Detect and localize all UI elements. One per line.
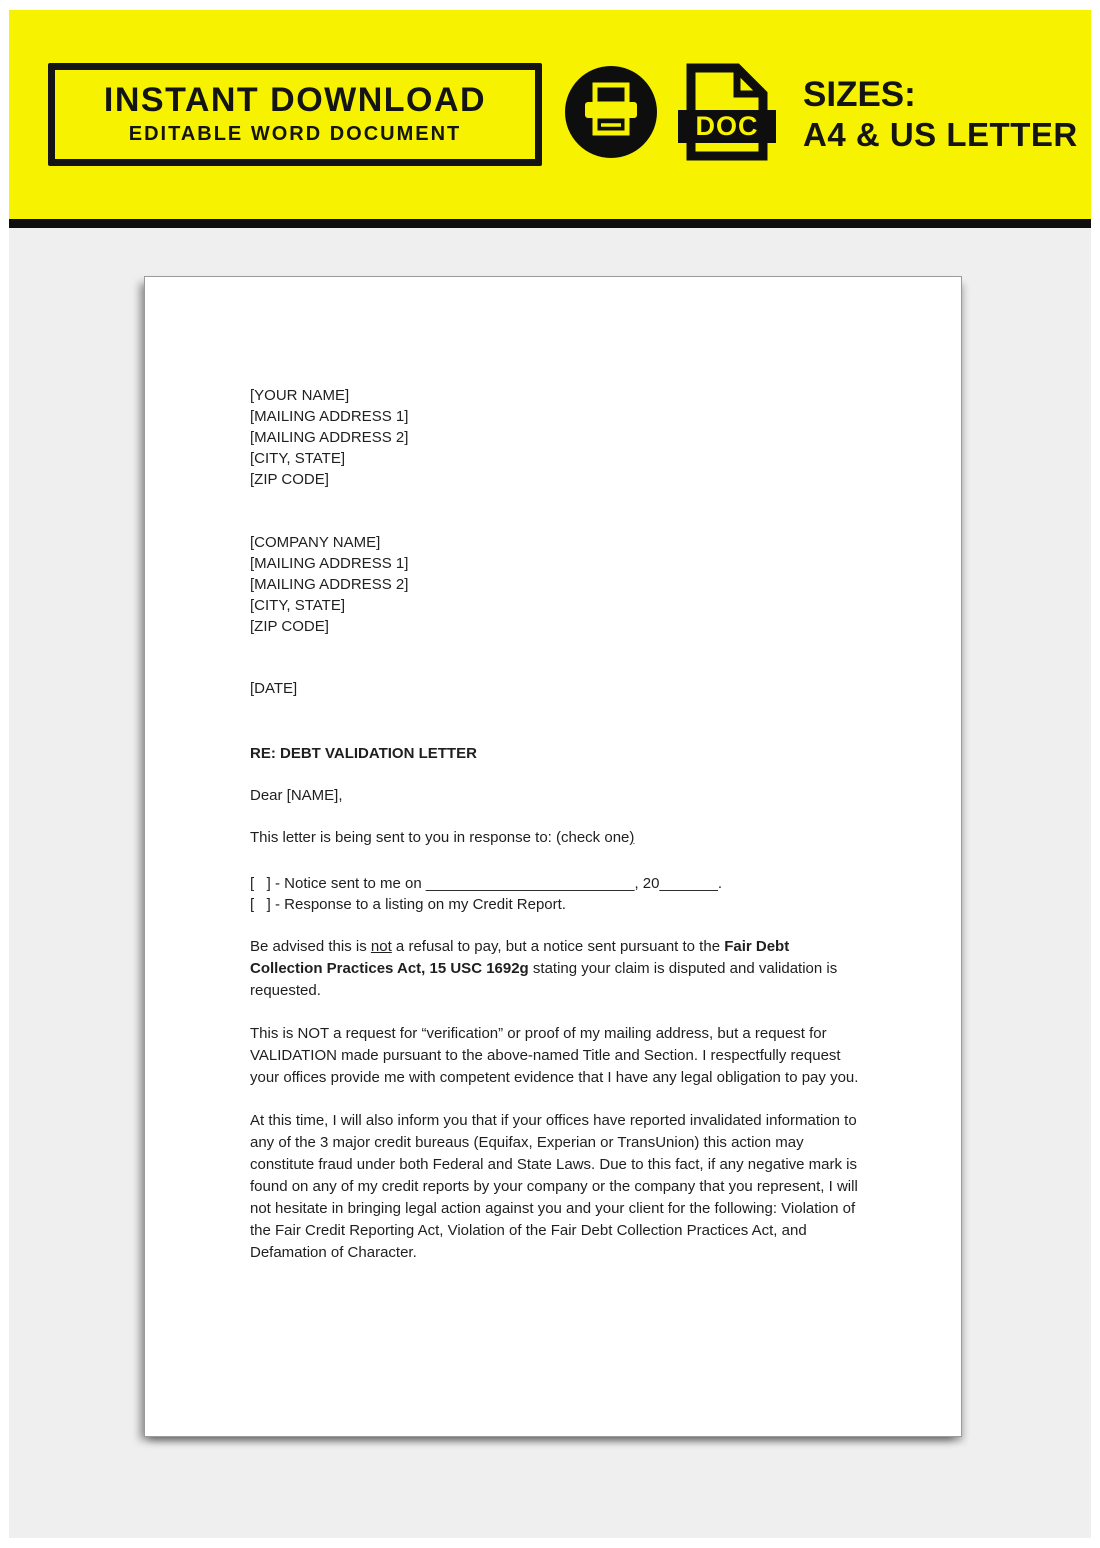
option-credit-report-line: [ ] - Response to a listing on my Credit Report.: [250, 896, 566, 913]
date-line: [DATE]: [250, 680, 298, 697]
sender-address-block: [250, 385, 862, 490]
address-line: [MAILING ADDRESS 2]: [250, 429, 409, 446]
address-line: [MAILING ADDRESS 2]: [250, 576, 409, 593]
para1-mid: a refusal to pay, but a notice sent pursuant to the: [391, 938, 725, 955]
letter-body: [250, 385, 862, 1264]
address-line: [ZIP CODE]: [250, 471, 329, 488]
address-line: [ZIP CODE]: [250, 618, 329, 635]
doc-file-icon: [677, 63, 777, 166]
para1-post: stating your claim is disputed and validation is requested.: [250, 960, 838, 999]
intro-line: [250, 827, 862, 848]
address-line: [CITY, STATE]: [250, 597, 346, 614]
paragraph-not-verification: This is NOT a request for “verification” or proof of my mailing address, but a request for VALIDATION made pursuant to the above-named Title and Section. I respectfully request your offices provide me with competent evidence that I have any legal obligation to pay you.: [250, 1025, 859, 1086]
instant-download-box: [48, 63, 542, 166]
para1-underlined: not: [370, 938, 392, 955]
salutation-line: Dear [NAME],: [250, 787, 343, 804]
banner-subtitle: EDITABLE WORD DOCUMENT: [128, 123, 462, 146]
subject-line: RE: DEBT VALIDATION LETTER: [250, 745, 477, 762]
address-line: [COMPANY NAME]: [250, 534, 381, 551]
sizes-label: SIZES:: [803, 74, 916, 114]
document-page: [144, 276, 962, 1437]
promo-banner: [9, 10, 1091, 219]
promo-banner-row: [9, 10, 1091, 219]
recipient-address-block: [250, 532, 862, 637]
intro-close-paren: ): [629, 829, 635, 846]
paragraph-at-this-time: At this time, I will also inform you that if your offices have reported invalidated information to any of the 3 major credit bureaus (Equifax, Experian or TransUnion) this action may constitute fraud under both Federal and State Laws. Due to this fact, if any negative mark is found on any of my credit reports by your company or the company that you represent, I will not hesitate in bringing legal action against you and your client for the following: Violation of the Fair Credit Reporting Act, Violation of the Fair Debt Collection Practices Act, and Defamation of Character.: [250, 1112, 858, 1261]
address-line: [CITY, STATE]: [250, 450, 346, 467]
divider-bar: [9, 219, 1091, 228]
doc-badge-label: DOC: [695, 111, 759, 141]
paragraph-be-advised: [250, 936, 862, 1002]
intro-text: This letter is being sent to you in response to: (check one: [250, 829, 630, 846]
para1-pre: Be advised this is: [250, 938, 371, 955]
address-line: [MAILING ADDRESS 1]: [250, 408, 409, 425]
checkbox-options: [250, 873, 862, 915]
banner-title: INSTANT DOWNLOAD: [103, 80, 487, 119]
option-notice-line: [ ] - Notice sent to me on _________________________, 20_______.: [250, 875, 723, 892]
address-line: [YOUR NAME]: [250, 387, 350, 404]
printer-icon: [565, 66, 657, 163]
address-line: [MAILING ADDRESS 1]: [250, 555, 409, 572]
para1-bold: Fair Debt Collection Practices Act, 15 USC 1692g: [250, 938, 790, 977]
sizes-block: [803, 75, 1078, 155]
sizes-value: A4 & US LETTER: [803, 115, 1078, 153]
preview-background: [9, 228, 1091, 1538]
